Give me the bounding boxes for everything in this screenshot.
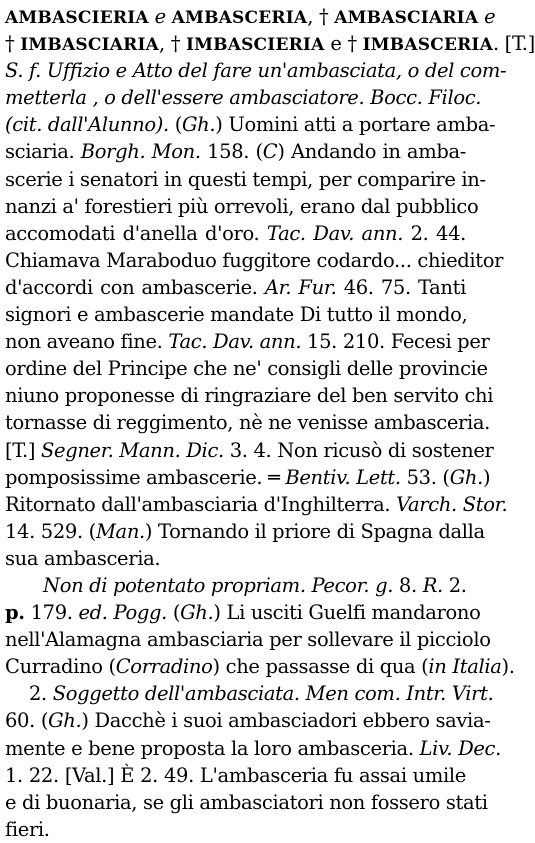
- text-line: [5, 328, 490, 355]
- text-segment: Gh.: [449, 465, 483, 489]
- text-segment: Tac. Dav. ann.: [162, 330, 302, 354]
- text-line: [5, 437, 494, 464]
- text-segment: 1. 22. [Val.] È 2. 49. L'ambasceria fu assai umile: [5, 763, 466, 787]
- text-segment: accomodati d'anella d'oro.: [5, 221, 260, 245]
- text-segment: 15. 210. Fecesi per: [301, 330, 490, 354]
- text-segment: AMBASCERIA: [171, 8, 308, 28]
- text-line: [5, 762, 466, 789]
- text-segment: sua ambasceria.: [5, 546, 161, 570]
- text-segment: 2.: [442, 573, 467, 597]
- text-segment: niuno proponesse di ringraziare del ben servito chi: [5, 384, 494, 408]
- text-segment: 179.: [24, 601, 73, 625]
- text-segment: sciaria.: [5, 140, 75, 164]
- text-segment: ) Andando in amba-: [277, 140, 466, 164]
- text-segment: Tac. Dav. ann.: [259, 221, 404, 245]
- text-segment: IMBASCERIA: [362, 35, 493, 56]
- text-segment: IMBASCIERIA: [185, 35, 325, 56]
- text-line: [5, 572, 466, 599]
- text-segment: e †: [324, 32, 363, 56]
- text-segment: tornasse di reggimento, nè ne venisse ambasceria.: [5, 411, 491, 435]
- text-segment: (: [34, 709, 49, 733]
- text-segment: ) Tornando il priore di Spagna dalla: [144, 519, 485, 543]
- text-segment: Uffizio e Atto del fare un'ambasciata, o del com-: [41, 59, 507, 83]
- text-segment: S. f.: [5, 59, 42, 83]
- text-segment: Bentiv. Lett.: [279, 465, 401, 489]
- text-line: [5, 3, 496, 30]
- text-segment: AMBASCIERIA: [5, 8, 149, 28]
- text-segment: ordine del Principe che ne' consigli delle provincie: [5, 357, 488, 381]
- text-line: [5, 247, 504, 274]
- text-line: [5, 166, 486, 193]
- text-segment: 2. 44.: [403, 221, 466, 245]
- text-segment: IMBASCIARIA: [20, 35, 159, 56]
- text-segment: Corradino: [115, 655, 213, 679]
- text-line: [5, 30, 535, 57]
- text-segment: Segner. Mann. Dic.: [35, 438, 224, 462]
- text-segment: metterla , o dell'essere ambasciatore. Bocc. Filoc.: [5, 86, 482, 110]
- text-line: [5, 707, 491, 734]
- text-segment: non aveano fine.: [5, 330, 163, 354]
- text-segment: nell'Alamagna ambasciaria per sollevare il picciolo: [5, 628, 491, 652]
- text-segment: fieri.: [5, 817, 50, 841]
- text-line: [5, 274, 466, 301]
- text-line: [5, 138, 466, 165]
- text-segment: 46. 75. Tanti: [336, 275, 466, 299]
- text-segment: . [T.]: [492, 32, 535, 56]
- text-segment: 2.: [29, 682, 47, 706]
- text-line: [5, 680, 494, 707]
- text-segment: e: [478, 5, 496, 28]
- text-segment: AMBASCIARIA: [334, 8, 479, 28]
- text-segment: 53. (: [400, 465, 450, 489]
- text-line: [5, 735, 501, 762]
- text-line: [5, 382, 494, 409]
- text-segment: 8.: [393, 573, 423, 597]
- text-segment: Soggetto dell'ambasciata. Men com. Intr. Virt.: [46, 682, 494, 706]
- text-segment: nanzi a' forestieri più orrevoli, erano dal pubblico: [5, 194, 479, 218]
- text-segment: (: [166, 601, 181, 625]
- text-segment: e di buonaria, se gli ambasciatori non fossero stati: [5, 790, 488, 814]
- text-segment: scerie i senatori in questi tempi, per comparire in-: [5, 167, 486, 191]
- text-segment: Varch. Stor.: [390, 492, 508, 516]
- text-line: [5, 193, 479, 220]
- text-line: [5, 355, 488, 382]
- text-segment: ) Li usciti Guelfi mandarono: [213, 601, 481, 625]
- text-segment: Gh.: [48, 709, 82, 733]
- text-segment: ).: [501, 655, 515, 679]
- text-segment: R.: [422, 573, 443, 597]
- text-segment: mente e bene proposta la loro ambasceria.: [5, 736, 414, 760]
- text-segment: Man.: [95, 519, 145, 543]
- text-segment: [T.]: [5, 438, 36, 462]
- text-line: [5, 653, 515, 680]
- text-segment: Ar. Fur.: [257, 275, 337, 299]
- text-segment: Liv. Dec.: [413, 736, 501, 760]
- text-segment: 60.: [5, 709, 35, 733]
- text-segment: pomposissime ambascerie. ═: [5, 465, 280, 489]
- text-line: [5, 491, 508, 518]
- text-segment: in Italia: [428, 655, 502, 679]
- text-segment: Ritornato dall'ambasciaria d'Inghilterra.: [5, 492, 391, 516]
- text-segment: Non di potentato propriam. Pecor. g.: [43, 573, 394, 597]
- text-segment: , †: [307, 5, 335, 28]
- text-line: [5, 545, 466, 572]
- text-segment: ed. Pogg.: [72, 601, 167, 625]
- text-line: [5, 789, 488, 816]
- text-line: [5, 816, 466, 843]
- text-segment: ): [482, 465, 491, 489]
- text-segment: Curradino (: [5, 655, 116, 679]
- text-segment: (: [168, 113, 182, 137]
- text-segment: 158. (: [200, 140, 263, 164]
- text-segment: ) Uomini atti a portare amba-: [215, 113, 496, 137]
- text-segment: 3. 4. Non ricusò di sostener: [223, 438, 494, 462]
- text-segment: , †: [159, 32, 186, 56]
- text-segment: ) che passasse di qua (: [212, 655, 429, 679]
- text-line: [5, 84, 482, 111]
- text-line: [5, 220, 466, 247]
- text-line: [5, 57, 507, 84]
- text-segment: p.: [5, 601, 25, 625]
- text-segment: Chiamava Maraboduo fuggitore codardo... chieditor: [5, 248, 504, 272]
- text-segment: C: [262, 140, 278, 164]
- text-segment: Borgh. Mon.: [74, 140, 201, 164]
- text-segment: ) Dacchè i suoi ambasciadori ebbero savia-: [81, 709, 491, 733]
- text-line: [5, 599, 481, 626]
- text-line: [5, 518, 485, 545]
- text-line: [5, 626, 491, 653]
- text-segment: Gh.: [180, 601, 214, 625]
- text-segment: Gh.: [181, 113, 216, 137]
- text-line: [5, 464, 491, 491]
- text-line: [5, 409, 491, 436]
- text-segment: 14. 529. (: [5, 519, 96, 543]
- text-line: [5, 111, 496, 138]
- text-segment: (cit. dall'Alunno).: [5, 113, 169, 137]
- text-segment: †: [5, 32, 21, 56]
- text-segment: d'accordi con ambascerie.: [5, 275, 258, 299]
- text-segment: signori e ambascerie mandate Di tutto il mondo,: [5, 303, 468, 327]
- text-line: [5, 301, 466, 328]
- text-segment: e: [148, 5, 172, 28]
